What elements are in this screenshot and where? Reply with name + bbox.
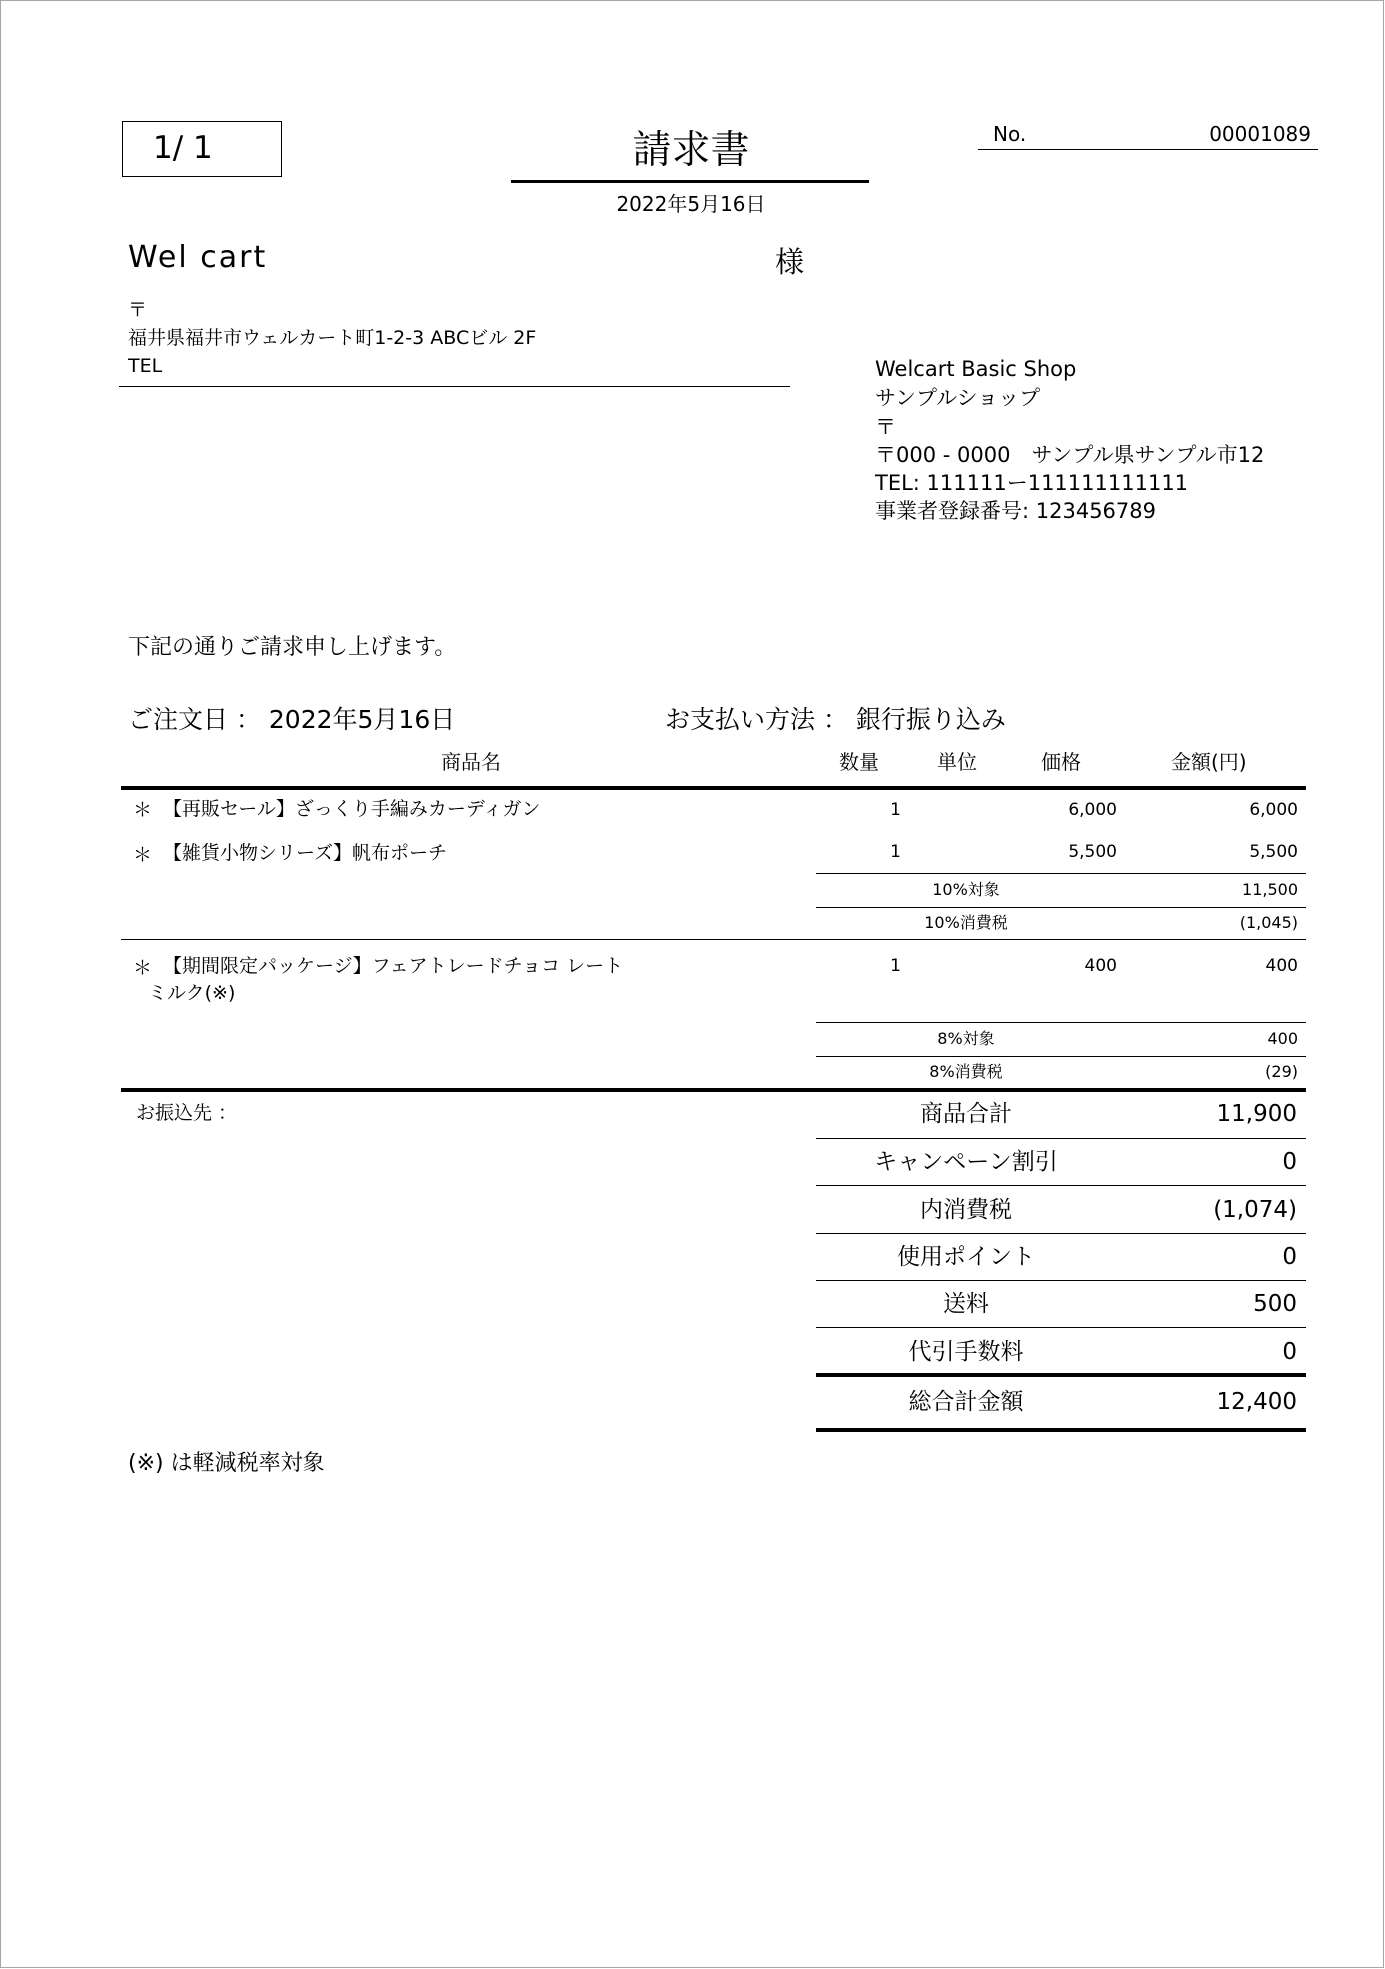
- totals-rule: [816, 1280, 1306, 1281]
- shop-name: Welcart Basic Shop: [875, 357, 1077, 381]
- order-date: ご注文日 ： 2022年5月16日: [128, 705, 456, 734]
- customer-postal: 〒: [128, 299, 148, 321]
- item-amount: 400: [1265, 956, 1298, 976]
- eight-percent-tax-value: (29): [1265, 1062, 1298, 1081]
- transfer-destination-label: お振込先 ：: [136, 1102, 238, 1124]
- issue-date: 2022年5月16日: [616, 192, 766, 216]
- total-row-label: 送料: [943, 1291, 989, 1317]
- item-name: 【期間限定パッケージ】フェアトレードチョコ レート: [163, 955, 624, 977]
- tax-section-rule: [121, 939, 819, 940]
- totals-rule: [816, 1138, 1306, 1139]
- subtotal-rule: [816, 873, 1306, 874]
- item-amount: 5,500: [1249, 842, 1298, 862]
- ten-percent-target-label: 10%対象: [932, 880, 1000, 899]
- ten-percent-tax-value: (1,045): [1239, 913, 1298, 932]
- subtotal-rule: [816, 939, 1306, 940]
- page-indicator: 1/ 1: [122, 121, 282, 177]
- shop-registration-number: 事業者登録番号: 123456789: [875, 499, 1156, 523]
- shop-postal: 〒: [875, 415, 896, 439]
- grand-total-top-rule: [816, 1373, 1306, 1377]
- item-price: 5,500: [1068, 842, 1117, 862]
- totals-rule: [816, 1233, 1306, 1234]
- eight-percent-target-label: 8%対象: [937, 1029, 995, 1048]
- total-row-label: キャンペーン割引: [874, 1149, 1058, 1175]
- table-header-rule: [121, 786, 1306, 790]
- item-mark: ＊: [133, 844, 153, 866]
- item-price: 400: [1084, 956, 1117, 976]
- column-header-qty: 数量: [839, 750, 879, 774]
- total-row-label: 商品合計: [920, 1101, 1012, 1127]
- grand-total-bottom-rule: [816, 1428, 1306, 1432]
- subtotal-rule: [816, 1022, 1306, 1023]
- ten-percent-target-value: 11,500: [1242, 880, 1298, 899]
- total-row-label: 内消費税: [920, 1197, 1012, 1223]
- totals-rule: [816, 1185, 1306, 1186]
- invoice-number-value: 00001089: [1209, 122, 1311, 146]
- intro-text: 下記の通りご請求申し上げます。: [128, 635, 457, 660]
- customer-address: 福井県福井市ウェルカート町1-2-3 ABCビル 2F: [128, 327, 537, 349]
- item-name: 【雑貨小物シリーズ】帆布ポーチ: [163, 842, 448, 864]
- eight-percent-target-value: 400: [1267, 1029, 1298, 1048]
- invoice-number-underline: [978, 149, 1318, 150]
- total-row-value: 11,900: [1216, 1101, 1297, 1127]
- total-row-value: 0: [1282, 1339, 1297, 1365]
- item-name-continued: ミルク(※): [148, 982, 236, 1004]
- invoice-number-label: No.: [993, 122, 1027, 146]
- totals-rule: [816, 1327, 1306, 1328]
- item-mark: ＊: [133, 799, 153, 821]
- title-underline: [511, 180, 869, 183]
- total-row-value: 0: [1282, 1149, 1297, 1175]
- grand-total-value: 12,400: [1216, 1389, 1297, 1415]
- customer-underline: [119, 386, 790, 387]
- customer-honorific: 様: [775, 245, 805, 279]
- shop-address: 〒000 - 0000 サンプル県サンプル市12: [875, 443, 1265, 467]
- shop-tel: TEL: 111111ー111111111111: [875, 471, 1189, 495]
- eight-percent-tax-label: 8%消費税: [929, 1062, 1003, 1081]
- column-header-unit: 単位: [937, 750, 977, 774]
- total-row-value: 0: [1282, 1244, 1297, 1270]
- column-header-name: 商品名: [441, 750, 501, 774]
- grand-total-label: 総合計金額: [908, 1389, 1024, 1415]
- payment-method: お支払い方法 ： 銀行振り込み: [665, 705, 1006, 734]
- item-qty: 1: [890, 956, 901, 976]
- subtotal-rule: [816, 1056, 1306, 1057]
- item-qty: 1: [890, 842, 901, 862]
- item-price: 6,000: [1068, 800, 1117, 820]
- ten-percent-tax-label: 10%消費税: [924, 913, 1008, 932]
- document-title: 請求書: [632, 128, 750, 173]
- table-bottom-rule: [121, 1088, 1306, 1092]
- item-qty: 1: [890, 800, 901, 820]
- customer-name: Wel cart: [128, 240, 268, 275]
- total-row-value: 500: [1253, 1291, 1297, 1317]
- item-name: 【再販セール】ざっくり手編みカーディガン: [163, 798, 541, 820]
- item-amount: 6,000: [1249, 800, 1298, 820]
- shop-sub-name: サンプルショップ: [875, 386, 1041, 410]
- total-row-label: 使用ポイント: [897, 1244, 1035, 1270]
- column-header-amount: 金額(円): [1171, 750, 1247, 774]
- item-mark: ＊: [133, 957, 153, 979]
- subtotal-rule: [816, 907, 1306, 908]
- customer-tel: TEL: [128, 355, 163, 377]
- total-row-value: (1,074): [1213, 1197, 1297, 1223]
- column-header-price: 価格: [1041, 750, 1081, 774]
- total-row-label: 代引手数料: [908, 1339, 1024, 1365]
- reduced-tax-footnote: (※) は軽減税率対象: [128, 1451, 325, 1476]
